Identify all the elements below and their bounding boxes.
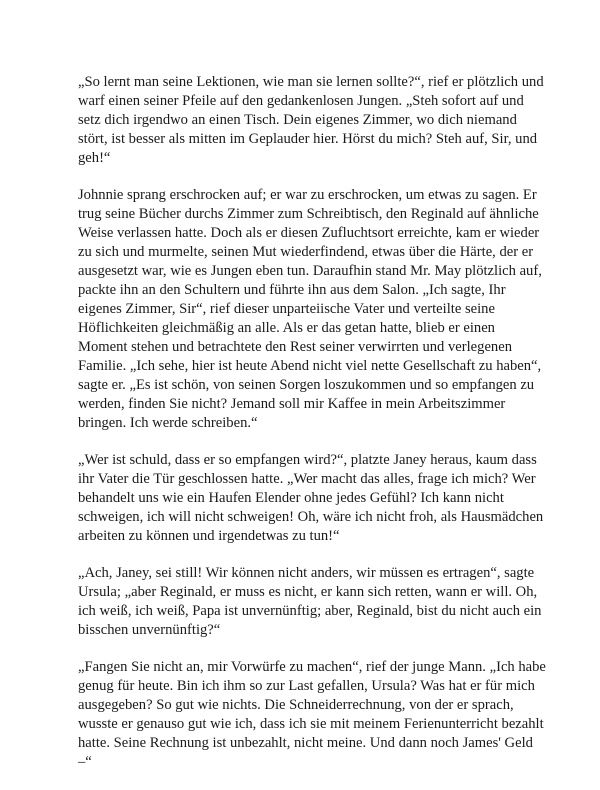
paragraph-1: „So lernt man seine Lektionen, wie man sie lernen sollte?“, rief er plötzlich und warf einen seiner Pfeile auf den gedankenlosen Jungen. „Steh sofort auf und setz dich irgendwo an einen Tisch. Dein eigenes Zimmer, wo dich niemand stört, ist besser als mitten im Geplauder hier. Hörst du mich? Steh auf, Sir, und geh!“: [78, 74, 544, 166]
document-body: [78, 73, 548, 790]
paragraph-5: „Fangen Sie nicht an, mir Vorwürfe zu machen“, rief der junge Mann. „Ich habe genug für heute. Bin ich ihm so zur Last gefallen, Ursula? Was hat er für mich ausgegeben? So gut wie nichts. Die Schneiderrechnung, von der er sprach, wusste er genauso gut wie ich, dass ich sie mit meinem Ferienunterricht bezahlt hatte. Seine Rechnung ist unbezahlt, nicht meine. Und dann noch James' Geld –“: [78, 659, 546, 770]
paragraph-2: Johnnie sprang erschrocken auf; er war zu erschrocken, um etwas zu sagen. Er trug seine Bücher durchs Zimmer zum Schreibtisch, den Reginald auf ähnliche Weise verlassen hatte. Doch als er diesen Zufluchtsort erreichte, kam er wieder zu sich und murmelte, seinen Mut wiederfindend, etwas über die Härte, der er ausgesetzt war, wie es Jungen eben tun. Daraufhin stand Mr. May plötzlich auf, packte ihn an den Schultern und führte ihn aus dem Salon. „Ich sagte, Ihr eigenes Zimmer, Sir“, rief dieser unparteiische Vater und verteilte seine Höflichkeiten gleichmäßig an alle. Als er das getan hatte, blieb er einen Moment stehen und betrachtete den Rest seiner verwirrten und verlegenen Familie. „Ich sehe, hier ist heute Abend nicht viel nette Gesellschaft zu haben“, sagte er. „Es ist schön, von seinen Sorgen loszukommen und so empfangen zu werden, finden Sie nicht? Jemand soll mir Kaffee in mein Arbeitszimmer bringen. Ich werde schreiben.“: [78, 187, 542, 431]
paragraph-4: „Ach, Janey, sei still! Wir können nicht anders, wir müssen es ertragen“, sagte Ursula; „aber Reginald, er muss es nicht, er kann sich retten, wann er will. Oh, ich weiß, ich weiß, Papa ist unvernünftig; aber, Reginald, bist du nicht auch ein bisschen unvernünftig?“: [78, 565, 542, 638]
paragraph-3: „Wer ist schuld, dass er so empfangen wird?“, platzte Janey heraus, kaum dass ihr Vater die Tür geschlossen hatte. „Wer macht das alles, frage ich mich? Wer behandelt uns wie ein Haufen Elender ohne jedes Gefühl? Ich kann nicht schweigen, ich will nicht schweigen! Oh, wäre ich nicht froh, als Hausmädchen arbeiten zu können und irgendetwas zu tun!“: [78, 452, 544, 544]
